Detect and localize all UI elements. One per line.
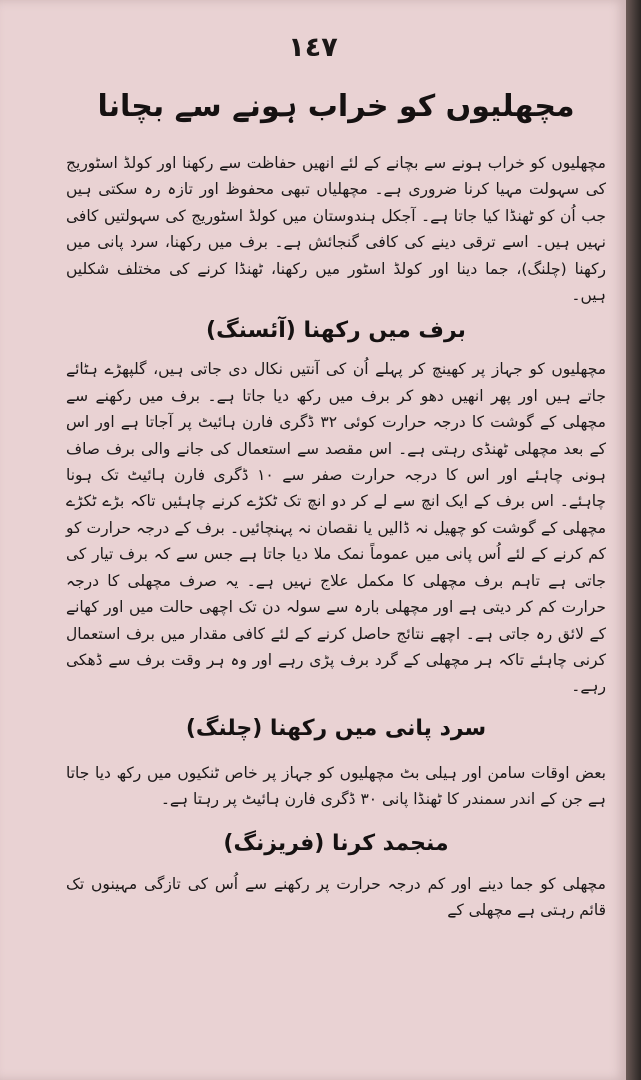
chilling-heading: سرد پانی میں رکھنا (چلنگ) xyxy=(185,715,487,741)
chilling-paragraph: بعض اوقات سامن اور ہیلی بٹ مچھلیوں کو جہاز پر خاص ٹنکیوں میں رکھ دیا جاتا ہے جن کے اندر سمندر کا ٹھنڈا پانی ۳۰ ڈگری فارن ہائیٹ پر رہتا ہے۔ xyxy=(66,763,606,809)
intro-paragraph: مچھلیوں کو خراب ہونے سے بچانے کے لئے انھیں حفاظت سے رکھنا اور کولڈ اسٹوریج کی سہولت مہیا کرنا ضروری ہے۔ مچھلیاں تبھی محفوظ اور تازہ رہ سکتی ہیں جب اُن کو ٹھنڈا کیا جاتا ہے۔ آجکل ہندوستان میں کولڈ اسٹوریج کی سہولتیں کافی نہیں ہیں۔ اسے ترقی دینے کی کافی گنجائش ہے۔ برف میں رکھنا، سرد پانی میں رکھنا (چلنگ)، جما دینا اور کولڈ اسٹور میں رکھنا، ٹھنڈا کرنے کی مختلف شکلیں ہیں۔ xyxy=(66,154,606,305)
icing-heading: برف میں رکھنا (آئسنگ) xyxy=(206,318,466,344)
icing-paragraph: مچھلیوں کو جہاز پر کھینچ کر پہلے اُن کی آنتیں نکال دی جاتی ہیں، گلپھڑے ہٹائے جاتے ہیں اور پھر انھیں دھو کر برف میں رکھ دیا جاتا ہے۔ برف میں رکھنے سے مچھلی کے گوشت کا درجہ حرارت کوئی ۳۲ ڈگری فارن ہائیٹ پر آجاتا ہے اور اس کے بعد مچھلی ٹھنڈی رہتی ہے۔ اس مقصد سے استعمال کی جانے والی برف صاف ہونی چاہئے اور اس کا درجہ حرارت صفر سے ۱۰ ڈگری فارن ہائیٹ تک ہونا چاہئے۔ اس برف کے ایک انچ سے لے کر دو انچ تک ٹکڑے کرنے چاہئیں تاکہ بڑے ٹکڑے مچھلی کے گوشت کو چھیل نہ ڈالیں یا نقصان نہ پہنچائیں۔ برف کے درجہ حرارت کو کم کرنے کے لئے اُس پانی میں عموماً نمک ملا دیا جاتا ہے جس سے کہ برف تیار کی جاتی ہے تاہم برف مچھلی کا مکمل علاج نہیں ہے۔ یہ صرف مچھلی کا درجہ حرارت کم کر دیتی ہے اور مچھلی بارہ سے سولہ دن تک اچھی حالت میں اور کھانے کے لائق رہ جاتی ہے۔ اچھے نتائج حاصل کرنے کے لئے کافی مقدار میں برف استعمال کرنی چاہئے تاکہ ہر مچھلی کے گرد برف پڑی رہے اور وہ ہر وقت برف سے ڈھکی رہے۔ xyxy=(66,360,606,696)
freezing-heading: منجمد کرنا (فریزنگ) xyxy=(223,830,449,856)
main-heading: مچھلیوں کو خراب ہونے سے بچانا xyxy=(97,89,575,124)
page-content xyxy=(66,84,606,923)
freezing-paragraph: مچھلی کو جما دینے اور کم درجہ حرارت پر رکھنے سے اُس کی تازگی مہینوں تک قائم رہتی ہے مچھلی کے xyxy=(66,874,606,919)
book-spine-edge xyxy=(626,0,641,1080)
page-number: ١٤٧ xyxy=(288,32,338,63)
